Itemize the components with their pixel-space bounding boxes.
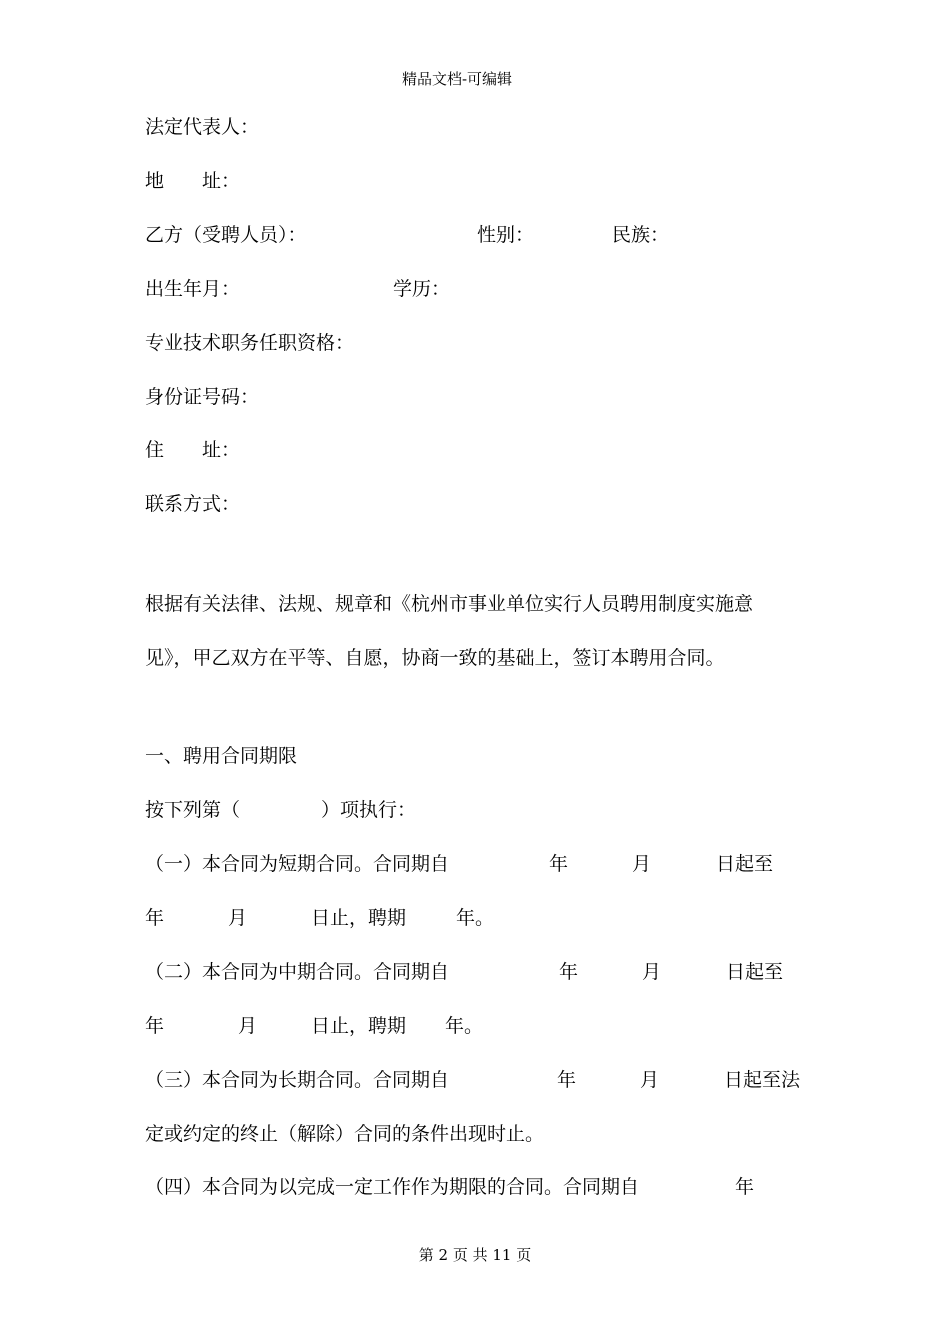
education-label: 学历：	[393, 278, 451, 300]
item-2-end-year: 年	[145, 1015, 165, 1037]
legal-rep-label: 法定代表人：	[145, 116, 260, 138]
item-2-end-month: 月	[238, 1015, 258, 1037]
item-1-end-month: 月	[228, 907, 248, 929]
item-1-end-day: 日止，聘期	[311, 907, 407, 929]
item-2-term: 年。	[445, 1015, 484, 1037]
item-2-end-day: 日止，聘期	[311, 1015, 407, 1037]
intro-line-1: 根据有关法律、法规、规章和《杭州市事业单位实行人员聘用制度实施意	[145, 593, 754, 615]
item-1-month: 月	[632, 853, 652, 875]
contact-label: 联系方式：	[145, 493, 241, 515]
item-4-text: （四）本合同为以完成一定工作作为期限的合同。合同期自	[145, 1176, 640, 1198]
qualification-label: 专业技术职务任职资格：	[145, 332, 355, 354]
item-1-day-to: 日起至	[716, 853, 774, 875]
party-b-label: 乙方（受聘人员）：	[145, 224, 307, 246]
page-header: 精品文档-可编辑	[401, 70, 513, 88]
id-number-label: 身份证号码：	[145, 386, 260, 408]
item-3-text: （三）本合同为长期合同。合同期自	[145, 1069, 450, 1091]
gender-label: 性别：	[477, 224, 535, 246]
item-3-day-to: 日起至法	[724, 1069, 801, 1091]
item-1-year: 年	[549, 853, 569, 875]
item-3-row-2: 定或约定的终止（解除）合同的条件出现时止。	[145, 1123, 545, 1145]
item-3-month: 月	[640, 1069, 660, 1091]
item-1-end-year: 年	[145, 907, 165, 929]
ethnicity-label: 民族：	[612, 224, 670, 246]
item-2-month: 月	[642, 961, 662, 983]
item-1-text: （一）本合同为短期合同。合同期自	[145, 853, 450, 875]
item-3-year: 年	[557, 1069, 577, 1091]
item-1-term: 年。	[456, 907, 495, 929]
birth-label: 出生年月：	[145, 278, 241, 300]
item-2-day-to: 日起至	[726, 961, 784, 983]
section-1-title: 一、聘用合同期限	[145, 745, 298, 767]
address-label: 地 址：	[145, 170, 241, 192]
intro-line-2: 见》，甲乙双方在平等、自愿，协商一致的基础上，签订本聘用合同。	[145, 647, 725, 669]
item-2-text: （二）本合同为中期合同。合同期自	[145, 961, 450, 983]
page-footer: 第 2 页 共 11 页	[418, 1246, 532, 1264]
item-4-year: 年	[735, 1176, 755, 1198]
instruction-open: 按下列第（	[145, 799, 241, 821]
instruction-close: ）项执行：	[321, 799, 417, 821]
item-2-year: 年	[559, 961, 579, 983]
residence-label: 住 址：	[145, 439, 241, 461]
